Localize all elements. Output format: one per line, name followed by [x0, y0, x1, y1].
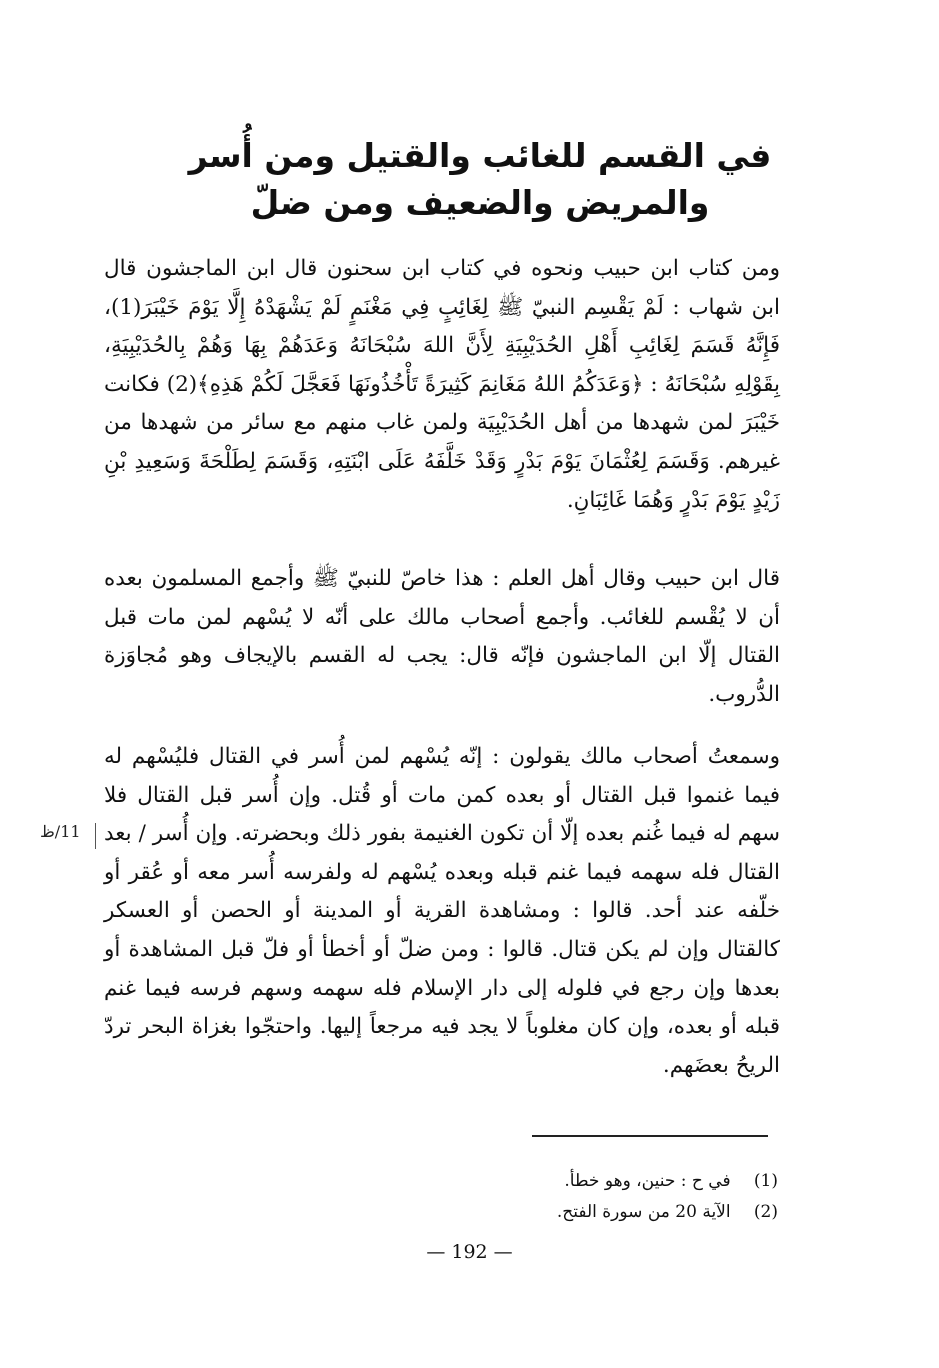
margin-divider — [95, 823, 96, 849]
chapter-title-line-1: في القسم للغائب والقتيل ومن أُسر — [188, 136, 772, 175]
page-number: — 192 — — [426, 1241, 513, 1263]
footnote-text: في ح : حنين، وهو خطأ. — [564, 1171, 731, 1191]
paragraph-2: قال ابن حبيب وقال أهل العلم : هذا خاصّ للنبيّ ﷺ وأجمع المسلمون بعده أن لا يُقْسم للغائب. وأجمع أصحاب مالك على أنّه لا يُسْهم لمن مات قبل القتال إلّا ابن الماجشون فإنّه قال: يجب له القسم بالإيجاف وهو مُجاوَزة الدُّروب. — [104, 566, 780, 707]
footnote-separator — [532, 1135, 768, 1137]
paragraph-1: ومن كتاب ابن حبيب ونحوه في كتاب ابن سحنون قال ابن الماجشون قال ابن شهاب : لَمْ يَقْسِم النبيّ ﷺ لِغَائِبٍ فِي مَغْنَمٍ لَمْ يَشْهَدْهُ إِلَّا يَوْمَ خَيْبَرَ(1)، فَإِنَّهُ قَسَمَ لِغَائِبِ أَهْلِ الحُدَيْبِيَةِ لِأَنَّ اللهَ سُبْحَانَهُ وَعَدَهُمْ بِهَا وَهُمْ بِالحُدَيْبِيَةِ، بِقَوْلِهِ سُبْحَانَهُ : ﴿وَعَدَكُمُ اللهُ مَغَانِمَ كَثِيرَةً تَأْخُذُونَهَا فَعَجَّلَ لَكُمْ هَذِهِ﴾(2) فكانت خَيْبَرَ لمن شهدها من أهل الحُدَيْبِيَة ولمن غاب منهم مع سائر من شهدها من غيرهم. وَقَسَمَ لِعُثْمَانَ يَوْمَ بَدْرٍ وَقَدْ خَلَّفَهُ عَلَى ابْنَتِهِ، وَقَسَمَ لِطَلْحَةَ وَسَعِيدِ بْنِ زَيْدٍ يَوْمَ بَدْرٍ وَهُمَا غَائِبَانِ. — [104, 256, 780, 513]
footnote-2 — [300, 1199, 778, 1225]
footnote-number: (1) — [753, 1171, 778, 1191]
footnote-number: (2) — [753, 1202, 778, 1222]
footnote-text: الآية 20 من سورة الفتح. — [556, 1202, 731, 1222]
manuscript-folio-note: 11/ظ — [40, 822, 81, 841]
footnote-1 — [300, 1168, 778, 1194]
paragraph-3: وسمعتُ أصحاب مالك يقولون : إنّه يُسْهم لمن أُسر في القتال فليُسْهم له فيما غنموا قبل القتال أو بعده كمن مات أو قُتل. وإن أُسر قبل القتال فلا سهم له فيما غُنم بعده إلّا أن تكون الغنيمة بفور ذلك وبحضرته. وإن أُسر / بعد القتال فله سهمه فيما غنم قبله وبعده يُسْهم له ولفرسه أُسر معه أو عُقر أو خلّفه عند أحد. قالوا : ومشاهدة القرية أو المدينة أو الحصن أو العسكر كالقتال وإن لم يكن قتال. قالوا : ومن ضلّ أو أخطأ أو فلّ قبل المشاهدة أو بعدها وإن رجع في فلوله إلى دار الإسلام فله سهمه وسهم فرسه فيما غنم قبله أو بعده، وإن كان مغلوباً لا يجد فيه مرجعاً إليها. واحتجّوا بغزاة البحر تردّ الريحُ بعضَهم. — [104, 744, 780, 1078]
chapter-title-line-2: والمريض والضعيف ومن ضلّ — [250, 183, 710, 222]
